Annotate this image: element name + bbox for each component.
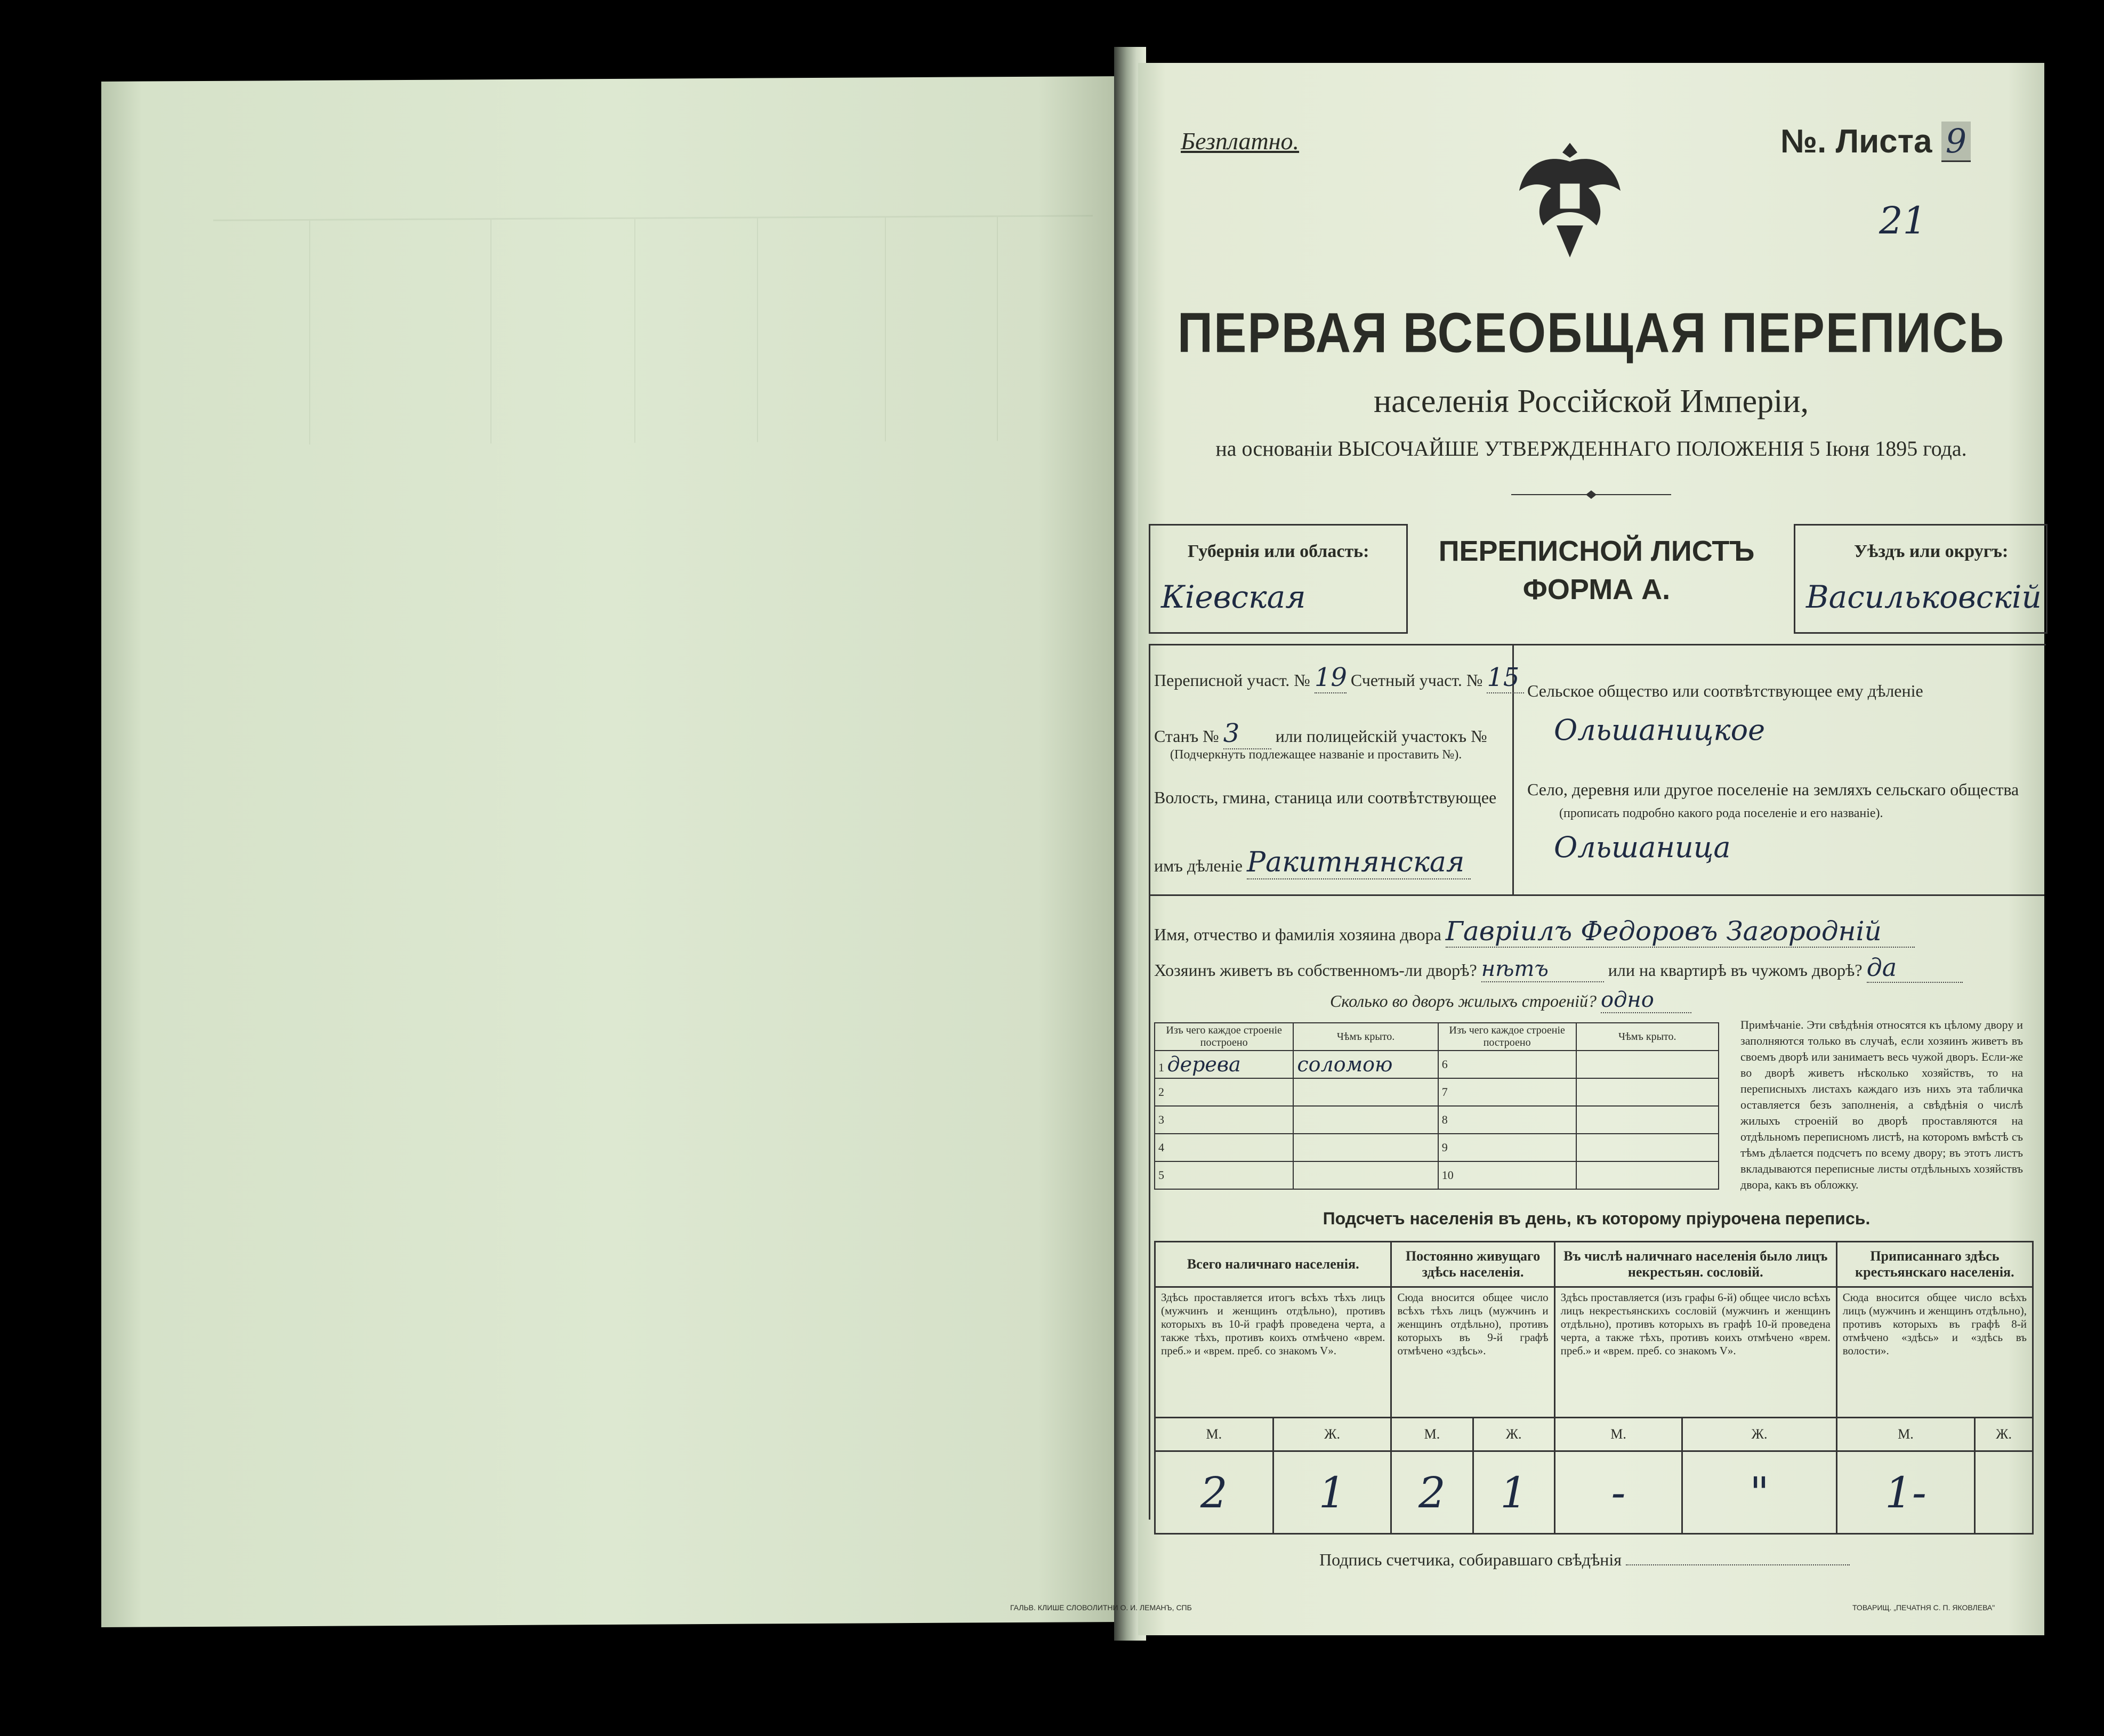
col-permanent-desc: Сюда вносится общее число всѣхъ тѣхъ лицъ (мужчинъ и женщинъ отдѣльно), противъ которыхъ въ 9-й графѣ отмѣчено «здѣсь». bbox=[1391, 1287, 1554, 1418]
census-section-row bbox=[1154, 663, 1524, 693]
underline-note: (Подчеркнуть подлежащее названіе и проставить №). bbox=[1170, 748, 1462, 762]
volost-row bbox=[1154, 846, 1471, 879]
built-material: дерева bbox=[1167, 1053, 1241, 1076]
signature-label: Подпись счетчика, собиравшаго свѣдѣнія bbox=[1319, 1550, 1622, 1569]
permanent-female: 1 bbox=[1473, 1451, 1554, 1534]
col-nonpeasant-header: Въ числѣ наличнаго населенія было лицъ некрестьян. сословій. bbox=[1554, 1242, 1836, 1287]
district-value: Васильковскій bbox=[1806, 579, 2042, 615]
col-total-desc: Здѣсь проставляется итогъ всѣхъ тѣхъ лицъ (мужчинъ и женщинъ отдѣльно), противъ которыхъ въ 10-й графѣ проведена черта, а также тѣхъ, противъ коихъ отмѣчено «врем. преб.» и «врем. преб. со знакомъ V». bbox=[1155, 1287, 1391, 1418]
yard-row bbox=[1154, 953, 1963, 983]
population-values-row bbox=[1155, 1451, 2033, 1534]
section-divider bbox=[1149, 894, 2044, 896]
permanent-male: 2 bbox=[1391, 1451, 1473, 1534]
region-label: Губернія или область: bbox=[1188, 542, 1369, 561]
volost-label-1: Волость, гмина, станица или соотвѣтствующее bbox=[1154, 788, 1497, 807]
footnote-note: Примѣчаніе. Эти свѣдѣнія относятся къ цѣлому двору и заполняются только въ случаѣ, если хозяинъ живетъ въ своемъ дворѣ или занимаетъ весь чужой дворъ. Если-же во дворѣ живетъ нѣсколько хозяйствъ, то на переписныхъ листахъ каждаго изъ нихъ эта табличка оставляется безъ заполненія, а свѣдѣнія о числѣ жилыхъ строеній во дворѣ проставляются на отдѣльномъ переписномъ листѣ, на которомъ вмѣстѣ съ тѣмъ дѣлается подсчетъ по всему двору; въ этотъ листъ вкладываются переписные листы отдѣльныхъ хозяйствъ двора, какъ въ обложку. bbox=[1740, 1018, 2023, 1191]
sheet-number-value: 9 bbox=[1941, 122, 1971, 162]
buildings-table bbox=[1154, 1022, 1719, 1190]
stan-row bbox=[1154, 718, 1487, 749]
owner-value: Гавріилъ Федоровъ Загородній bbox=[1446, 916, 1915, 948]
form-subtitle: населенія Россійской Имперіи, bbox=[1373, 383, 1809, 419]
form-main-title: ПЕРВАЯ ВСЕОБЩАЯ ПЕРЕПИСЬ bbox=[1177, 302, 2005, 365]
census-form-page bbox=[1010, 63, 2044, 1635]
imperial-eagle-emblem bbox=[1514, 132, 1626, 265]
village-note: (прописать подробно какого рода поселеніе и его названіе). bbox=[1559, 806, 1883, 820]
open-census-book bbox=[80, 47, 2052, 1641]
own-yard-value: нѣтъ bbox=[1481, 957, 1604, 982]
owner-row bbox=[1154, 916, 1915, 948]
owner-label: Имя, отчество и фамилія хозяина двора bbox=[1154, 925, 1441, 944]
col-registered-desc: Сюда вносится общее число всѣхъ лицъ (мужчинъ и женщинъ отдѣльно), противъ которыхъ въ графѣ 8-й отмѣчено «здѣсь» и «здѣсь въ волости». bbox=[1836, 1287, 2033, 1418]
free-label: Безплатно. bbox=[1181, 127, 1300, 155]
buildings-value: одно bbox=[1601, 988, 1691, 1013]
rent-value: да bbox=[1867, 953, 1963, 983]
registered-male: 1- bbox=[1836, 1451, 1974, 1534]
population-table: Всего наличнаго населенія. Постоянно живущаго здѣсь населенія. Въ числѣ наличнаго населенія было лицъ некрестьян. сословій. Приписаннаго здѣсь крестьянскаго населенія. Здѣсь проставляется итогъ всѣхъ тѣхъ лицъ (мужчинъ и женщинъ отдѣльно), противъ которыхъ въ 10-й графѣ проведена черта, а также тѣхъ, противъ коихъ отмѣчено «врем. преб.» и «врем. преб. со знакомъ V». Сюда вносится общее число всѣхъ тѣхъ лицъ (мужчинъ и женщинъ отдѣльно), противъ которыхъ въ 9-й графѣ отмѣчено «здѣсь». Здѣсь проставляется (изъ графы 6-й) общее число всѣхъ лицъ некрестьянскихъ сословій (мужчинъ и женщинъ отдѣльно), противъ которыхъ въ графѣ 10-й проведена черта, а также тѣхъ, противъ коихъ отмѣчено «врем. преб.» и «врем. преб. со знакомъ V». Сюда вносится общее число всѣхъ лицъ (мужчинъ и женщинъ отдѣльно), противъ которыхъ въ графѣ 8-й отмѣчено «здѣсь» и «здѣсь въ волости». М. Ж. М. Ж. М. Ж. М. Ж. 2 1 2 1 - " 1- bbox=[1154, 1241, 2034, 1535]
village-value: Ольшаница bbox=[1554, 830, 1731, 864]
ornament-divider bbox=[1511, 489, 1671, 500]
col-total-header: Всего наличнаго населенія. bbox=[1155, 1242, 1391, 1287]
signature-row bbox=[1319, 1550, 1850, 1570]
sheet-number bbox=[1780, 122, 1971, 160]
nonpeasant-female: " bbox=[1682, 1451, 1836, 1534]
district-box bbox=[1794, 524, 2047, 634]
col-nonpeasant-desc: Здѣсь проставляется (изъ графы 6-й) общее число всѣхъ лицъ некрестьянскихъ сословій (мужчинъ и женщинъ отдѣльно), противъ которыхъ въ графѣ 10-й проведена черта, а также тѣхъ, противъ коихъ отмѣчено «врем. преб.» и «врем. преб. со знакомъ V». bbox=[1554, 1287, 1836, 1418]
col-built-header-2: Изъ чего каждое строеніе построено bbox=[1438, 1023, 1576, 1051]
printer-left: ГАЛЬВ. КЛИШЕ СЛОВОЛИТНИ О. И. ЛЕМАНЪ, СПБ bbox=[1010, 1603, 1192, 1612]
population-heading: Подсчетъ населенія въ день, къ которому пріурочена перепись. bbox=[1323, 1209, 1871, 1228]
region-box bbox=[1149, 524, 1408, 634]
registered-female bbox=[1975, 1451, 2033, 1534]
form-legal-basis: на основаніи ВЫСОЧАЙШЕ УТВЕРЖДЕННАГО ПОЛОЖЕНІЯ 5 Іюня 1895 года. bbox=[1215, 437, 1967, 461]
col-roof-header-2: Чѣмъ крыто. bbox=[1576, 1023, 1719, 1051]
own-yard-label: Хозяинъ живетъ въ собственномъ-ли дворѣ? bbox=[1154, 960, 1477, 980]
buildings-label: Сколько во дворъ жилыхъ строеній? bbox=[1330, 991, 1597, 1011]
sheet-number-handwritten: 21 bbox=[1879, 199, 1927, 243]
total-male: 2 bbox=[1155, 1451, 1273, 1534]
col-built-header: Изъ чего каждое строеніе построено bbox=[1155, 1023, 1293, 1051]
district-label: Уѣздъ или округъ: bbox=[1854, 542, 2009, 561]
col-registered-header: Приписаннаго здѣсь крестьянскаго населенія. bbox=[1836, 1242, 2033, 1287]
nonpeasant-male: - bbox=[1554, 1451, 1682, 1534]
village-label: Село, деревня или другое поселеніе на земляхъ сельскаго общества bbox=[1527, 780, 2019, 799]
count-section-value: 15 bbox=[1487, 663, 1524, 693]
stan-value: 3 bbox=[1223, 718, 1271, 749]
roof-material: соломою bbox=[1293, 1051, 1438, 1078]
form-title-line1: ПЕРЕПИСНОЙ ЛИСТЪ bbox=[1438, 535, 1755, 567]
total-female: 1 bbox=[1273, 1451, 1391, 1534]
form-type-title bbox=[1410, 532, 1783, 609]
volost-value: Ракитнянская bbox=[1247, 846, 1471, 879]
volost-label-2: имъ дѣленіе bbox=[1154, 856, 1243, 875]
table-row: 1 дерева соломою 6 bbox=[1155, 1051, 1719, 1078]
police-section-label: или полицейскій участокъ № bbox=[1275, 726, 1487, 746]
region-value: Кіевская bbox=[1161, 579, 1306, 615]
stan-label: Станъ № bbox=[1154, 726, 1219, 746]
bleed-through-grid bbox=[213, 215, 1093, 445]
society-label: Сельское общество или соотвѣтствующее ему дѣленіе bbox=[1527, 681, 1923, 700]
table-row: 2 7 bbox=[1155, 1078, 1719, 1106]
census-section-label: Переписной участ. № bbox=[1154, 671, 1310, 690]
table-row: 5 10 bbox=[1155, 1161, 1719, 1189]
table-row: 3 8 bbox=[1155, 1106, 1719, 1134]
buildings-row bbox=[1330, 988, 1691, 1013]
rent-label: или на квартирѣ въ чужомъ дворѣ? bbox=[1608, 960, 1863, 980]
sheet-number-label: №. Листа bbox=[1780, 123, 1932, 160]
count-section-label: Счетный участ. № bbox=[1350, 671, 1483, 690]
table-row: 4 9 bbox=[1155, 1134, 1719, 1161]
printer-right: ТОВАРИЩ. „ПЕЧАТНЯ С. П. ЯКОВЛЕВА" bbox=[1852, 1603, 1995, 1612]
col-roof-header: Чѣмъ крыто. bbox=[1293, 1023, 1438, 1051]
left-blank-page bbox=[101, 76, 1119, 1627]
col-permanent-header: Постоянно живущаго здѣсь населенія. bbox=[1391, 1242, 1554, 1287]
form-title-line2: ФОРМА А. bbox=[1522, 574, 1671, 605]
society-value: Ольшаницкое bbox=[1554, 713, 1766, 747]
census-section-value: 19 bbox=[1314, 663, 1347, 692]
